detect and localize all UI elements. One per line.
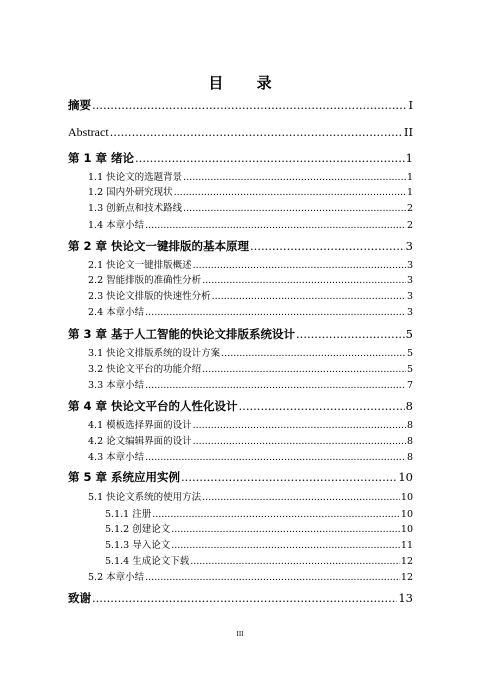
- dot-leader: [135, 153, 405, 165]
- toc-entry-page: 1: [406, 187, 413, 198]
- toc-entry-page: 8: [406, 420, 413, 431]
- toc-entry-page: 10: [400, 509, 413, 520]
- toc-entry-page: I: [408, 98, 413, 112]
- dot-leader: [110, 127, 403, 139]
- page-title: 目 录: [208, 74, 286, 92]
- dot-leader: [183, 173, 406, 183]
- toc-entry[interactable]: [105, 510, 413, 520]
- toc-entry-page: 11: [400, 540, 413, 551]
- toc-entry-label: 1.2 国内外研究现状: [88, 187, 173, 198]
- toc-entry-label: 5.2 本章小结: [88, 572, 145, 583]
- toc-entry-label: 1.4 本章小结: [88, 220, 145, 231]
- toc-entry[interactable]: [105, 525, 413, 535]
- toc-entry-label: 第 2 章 快论文一键排版的基本原理: [68, 239, 250, 253]
- toc-entry-label: 4.1 模板选择界面的设计: [88, 420, 192, 431]
- toc-entry-page: 10: [400, 492, 413, 503]
- toc-entry-label: 5.1.3 导入论文: [105, 540, 171, 551]
- toc-entry[interactable]: [88, 573, 413, 583]
- toc-entry-label: 3.3 本章小结: [88, 380, 145, 391]
- toc-entry-page: 5: [405, 327, 413, 341]
- dot-leader: [212, 292, 406, 302]
- toc-entry-label: 3.2 快论文平台的功能介绍: [88, 364, 202, 375]
- dot-leader: [145, 221, 406, 231]
- toc-entry-label: 3.1 快论文排版系统的设计方案: [88, 348, 221, 359]
- dot-leader: [250, 241, 405, 253]
- toc-entry-page: 5: [406, 364, 413, 375]
- toc-entry-label: 4.3 本章小结: [88, 452, 145, 463]
- toc-entry-label: Abstract: [68, 125, 109, 139]
- toc-entry-page: 8: [405, 399, 413, 413]
- toc-entry-page: 10: [398, 470, 413, 484]
- toc-entry-page: 12: [400, 572, 413, 583]
- dot-leader: [221, 349, 406, 359]
- dot-leader: [202, 276, 406, 286]
- toc-entry[interactable]: [68, 472, 413, 484]
- dot-leader: [181, 472, 397, 484]
- toc-entry-page: 5: [406, 348, 413, 359]
- toc-entry[interactable]: [88, 221, 413, 231]
- toc-entry-label: 1.3 创新点和技术路线: [88, 203, 183, 214]
- toc-entry[interactable]: [88, 173, 413, 183]
- toc-entry-page: 3: [406, 291, 413, 302]
- dot-leader: [171, 525, 400, 535]
- toc-entry-page: 3: [406, 275, 413, 286]
- dot-leader: [296, 329, 405, 341]
- toc-entry[interactable]: [88, 292, 413, 302]
- toc-entry-label: 第 1 章 绪论: [68, 151, 135, 165]
- toc-entry-label: 5.1.1 注册: [105, 509, 152, 520]
- toc-entry-label: 5.1.4 生成论文下载: [105, 556, 190, 567]
- toc-entry-label: 第 3 章 基于人工智能的快论文排版系统设计: [68, 327, 296, 341]
- toc-entry-page: 3: [405, 239, 413, 253]
- dot-leader: [171, 541, 400, 551]
- toc-entry[interactable]: [68, 153, 413, 165]
- dot-leader: [202, 365, 406, 375]
- toc-entry-label: 第 4 章 快论文平台的人性化设计: [68, 399, 238, 413]
- dot-leader: [202, 493, 400, 503]
- dot-leader: [193, 437, 406, 447]
- toc-entry[interactable]: [88, 365, 413, 375]
- toc-entry-page: 3: [406, 307, 413, 318]
- toc-entry[interactable]: [105, 541, 413, 551]
- dot-leader: [174, 188, 406, 198]
- toc-entry[interactable]: [88, 437, 413, 447]
- toc-entry-label: 1.1 快论文的选题背景: [88, 172, 183, 183]
- toc-entry-page: II: [403, 125, 413, 139]
- toc-entry[interactable]: [88, 493, 413, 503]
- dot-leader: [239, 401, 405, 413]
- toc-entry[interactable]: [68, 593, 413, 605]
- toc-entry-page: 2: [406, 220, 413, 231]
- toc-entry[interactable]: [88, 381, 413, 391]
- toc-entry[interactable]: [68, 100, 413, 112]
- toc-entry-page: 13: [398, 591, 413, 605]
- toc-entry[interactable]: [68, 241, 413, 253]
- toc-entry-page: 7: [406, 380, 413, 391]
- toc-entry-label: 5.1.2 创建论文: [105, 524, 171, 535]
- toc-entry-page: 12: [400, 556, 413, 567]
- toc-entry[interactable]: [88, 308, 413, 318]
- toc-entry-page: 8: [406, 452, 413, 463]
- dot-leader: [193, 421, 406, 431]
- toc-entry-label: 5.1 快论文系统的使用方法: [88, 492, 202, 503]
- toc-entry-page: 3: [406, 260, 413, 271]
- toc-entry-label: 第 5 章 系统应用实例: [68, 470, 181, 484]
- toc-entry[interactable]: [88, 421, 413, 431]
- dot-leader: [145, 573, 400, 583]
- toc-entry-page: 2: [406, 203, 413, 214]
- toc-entry[interactable]: [88, 276, 413, 286]
- toc-entry-label: 2.4 本章小结: [88, 307, 145, 318]
- toc-entry-page: 1: [406, 172, 413, 183]
- toc-entry-page: 10: [400, 524, 413, 535]
- toc-entry-label: 2.3 快论文排版的快速性分析: [88, 291, 211, 302]
- dot-leader: [190, 557, 400, 567]
- toc-entry[interactable]: [68, 329, 413, 341]
- dot-leader: [183, 204, 406, 214]
- toc-entry-label: 2.1 快论文一键排版概述: [88, 260, 192, 271]
- toc-entry-label: 致谢: [68, 591, 91, 605]
- dot-leader: [152, 510, 400, 520]
- toc-entry[interactable]: [88, 261, 413, 271]
- toc-entry-label: 2.2 智能排版的准确性分析: [88, 275, 202, 286]
- dot-leader: [145, 453, 406, 463]
- toc-entry[interactable]: [88, 204, 413, 214]
- toc-entry[interactable]: [68, 401, 413, 413]
- page-number: III: [236, 630, 244, 638]
- toc-entry[interactable]: [68, 126, 413, 139]
- toc-entry[interactable]: [88, 349, 413, 359]
- toc-entry[interactable]: [105, 557, 413, 567]
- toc-entry-page: 1: [405, 151, 413, 165]
- dot-leader: [145, 308, 406, 318]
- toc-entry[interactable]: [88, 188, 413, 198]
- toc-entry-page: 8: [406, 436, 413, 447]
- dot-leader: [92, 593, 397, 605]
- dot-leader: [145, 381, 406, 391]
- dot-leader: [92, 100, 407, 112]
- toc-entry-label: 摘要: [68, 98, 91, 112]
- dot-leader: [193, 261, 406, 271]
- toc-entry[interactable]: [88, 453, 413, 463]
- toc-entry-label: 4.2 论文编辑界面的设计: [88, 436, 192, 447]
